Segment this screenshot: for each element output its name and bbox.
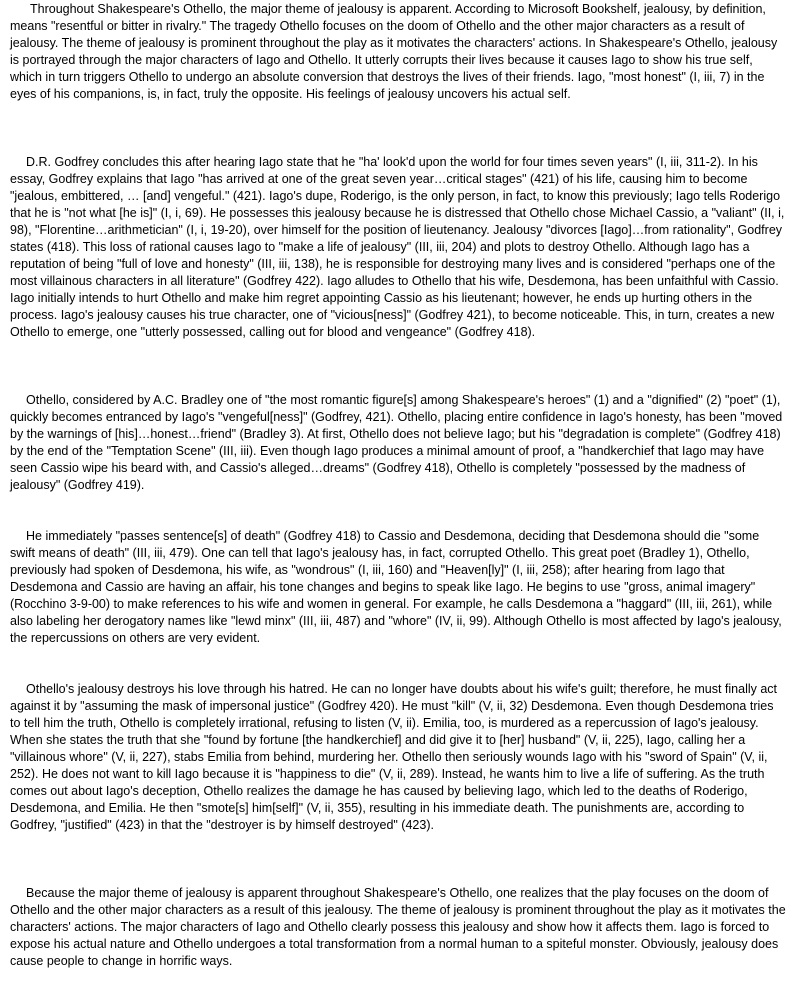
essay-paragraph-intro: Throughout Shakespeare's Othello, the major theme of jealousy is apparent. According to Microsoft Bookshelf, jealousy, by definition, means "resentful or bitter in rivalry." The tragedy Othello focuses on the doom of Othello and the other major characters as a result of jealousy. The theme of jealousy is prominent throughout the play as it motivates the characters' actions. In Shakespeare's Othello, jealousy is portrayed through the major characters of Iago and Othello. It utterly corrupts their lives because it causes Iago to show his true self, which in turn triggers Othello to undergo an absolute conversion that destroys the lives of their friends. Iago, "most honest" (I, iii, 7) in the eyes of his companions, is, in fact, truly the opposite. His feelings of jealousy uncovers his actual self. [10, 2, 778, 101]
essay-paragraph-iago: D.R. Godfrey concludes this after hearing Iago state that he "ha' look'd upon the world for four times seven years" (I, iii, 311-2). In his essay, Godfrey explains that Iago "has arrived at one of the great seven year…critical stages" (421) of his life, causing him to become "jealous, embittered, … [and] vengeful." (421). Iago's dupe, Roderigo, is the only person, in fact, to know this previously; Iago tells Roderigo that he is "not what [he is]" (I, i, 69). He possesses this jealousy because he is distressed that Othello chose Michael Cassio, a "valiant" (II, i, 98), "Florentine…arithmetician" (I, i, 19-20), over himself for the position of lieutenancy. Jealousy "divorces [Iago]…from rationality", Godfrey states (418). This loss of rational causes Iago to "make a life of jealousy" (III, iii, 204) and plots to destroy Othello. Although Iago has a reputation of being "full of love and honesty" (III, iii, 138), he is responsible for destroying many lives and is considered "perhaps one of the most villainous characters in all literature" (Godfrey 422). Iago alludes to Othello that his wife, Desdemona, has been unfaithful with Cassio. Iago initially intends to hurt Othello and make him regret appointing Cassio as his lieutenant; however, he ends up hurting others in the process. Iago's jealousy causes his true character, one of "vicious[ness]" (Godfrey 421), to become noticeable. This, in turn, creates a new Othello to emerge, one "utterly possessed, calling out for blood and vengeance" (Godfrey 418). [10, 155, 785, 339]
essay-paragraph-corruption: He immediately "passes sentence[s] of death" (Godfrey 418) to Cassio and Desdemona, deciding that Desdemona should die "some swift means of death" (III, iii, 479). One can tell that Iago's jealousy has, in fact, corrupted Othello. This great poet (Bradley 1), Othello, previously had spoken of Desdemona, his wife, as "wondrous" (I, iii, 160) and "Heaven[ly]" (I, iii, 258); after hearing from Iago that Desdemona and Cassio are having an affair, his tone changes and begins to speak like Iago. He begins to use "gross, animal imagery" (Rocchino 3-9-00) to make references to his wife and women in general. For example, he calls Desdemona a "haggard" (III, iii, 261), while also labeling her derogatory names like "lewd minx" (III, iii, 487) and "whore" (IV, ii, 99). Although Othello is most affected by Iago's jealousy, the repercussions on others are very evident. [10, 529, 782, 645]
essay-paragraph-conclusion: Because the major theme of jealousy is apparent throughout Shakespeare's Othello, one realizes that the play focuses on the doom of Othello and the other major characters as a result of this jealousy. The theme of jealousy is prominent throughout the play as it motivates the characters' actions. The major characters of Iago and Othello clearly possess this jealousy and show how it affects them. Iago is forced to expose his actual nature and Othello undergoes a total transformation from a normal human to a spiteful monster. Obviously, jealousy does cause people to change in horrific ways. [10, 886, 786, 968]
essay-paragraph-destruction: Othello's jealousy destroys his love through his hatred. He can no longer have doubts about his wife's guilt; therefore, he must finally act against it by "assuming the mask of impersonal justice" (Godfrey 420). He must "kill" (V, ii, 32) Desdemona. Even though Desdemona tries to tell him the truth, Othello is completely irrational, refusing to listen (V, ii). Emilia, too, is murdered as a repercussion of Iago's jealousy. When she states the truth that she "found by fortune [the handkerchief] and did give it to [her] husband" (V, ii, 225), Iago, calling her a "villainous whore" (V, ii, 227), stabs Emilia from behind, murdering her. Othello then seriously wounds Iago with his "sword of Spain" (V, ii, 252). He does not want to kill Iago because it is "happiness to die" (V, ii, 289). Instead, he wants him to live a life of suffering. As the truth comes out about Iago's deception, Othello realizes the damage he has caused by believing Iago, which led to the deaths of Roderigo, Desdemona, and Emilia. He then "smote[s] him[self]" (V, ii, 355), resulting in his immediate death. The punishments are, according to Godfrey, "justified" (423) in that the "destroyer is by himself destroyed" (423). [10, 682, 778, 832]
essay-paragraph-othello: Othello, considered by A.C. Bradley one of "the most romantic figure[s] among Shakespeare's heroes" (1) and a "dignified" (2) "poet" (1), quickly becomes entranced by Iago's "vengeful[ness]" (Godfrey, 421). Othello, placing entire confidence in Iago's honesty, has been "moved by the warnings of [his]…honest…friend" (Bradley 3). At first, Othello does not believe Iago; but his "degradation is complete" (Godfrey 418) by the end of the "Temptation Scene" (III, iii). Even though Iago produces a minimal amount of proof, a "handkerchief that Iago may have seen Cassio wipe his beard with, and Cassio's alleged…dreams" (Godfrey 418), Othello is completely "possessed by the madness of jealousy" (Godfrey 419). [10, 393, 783, 492]
